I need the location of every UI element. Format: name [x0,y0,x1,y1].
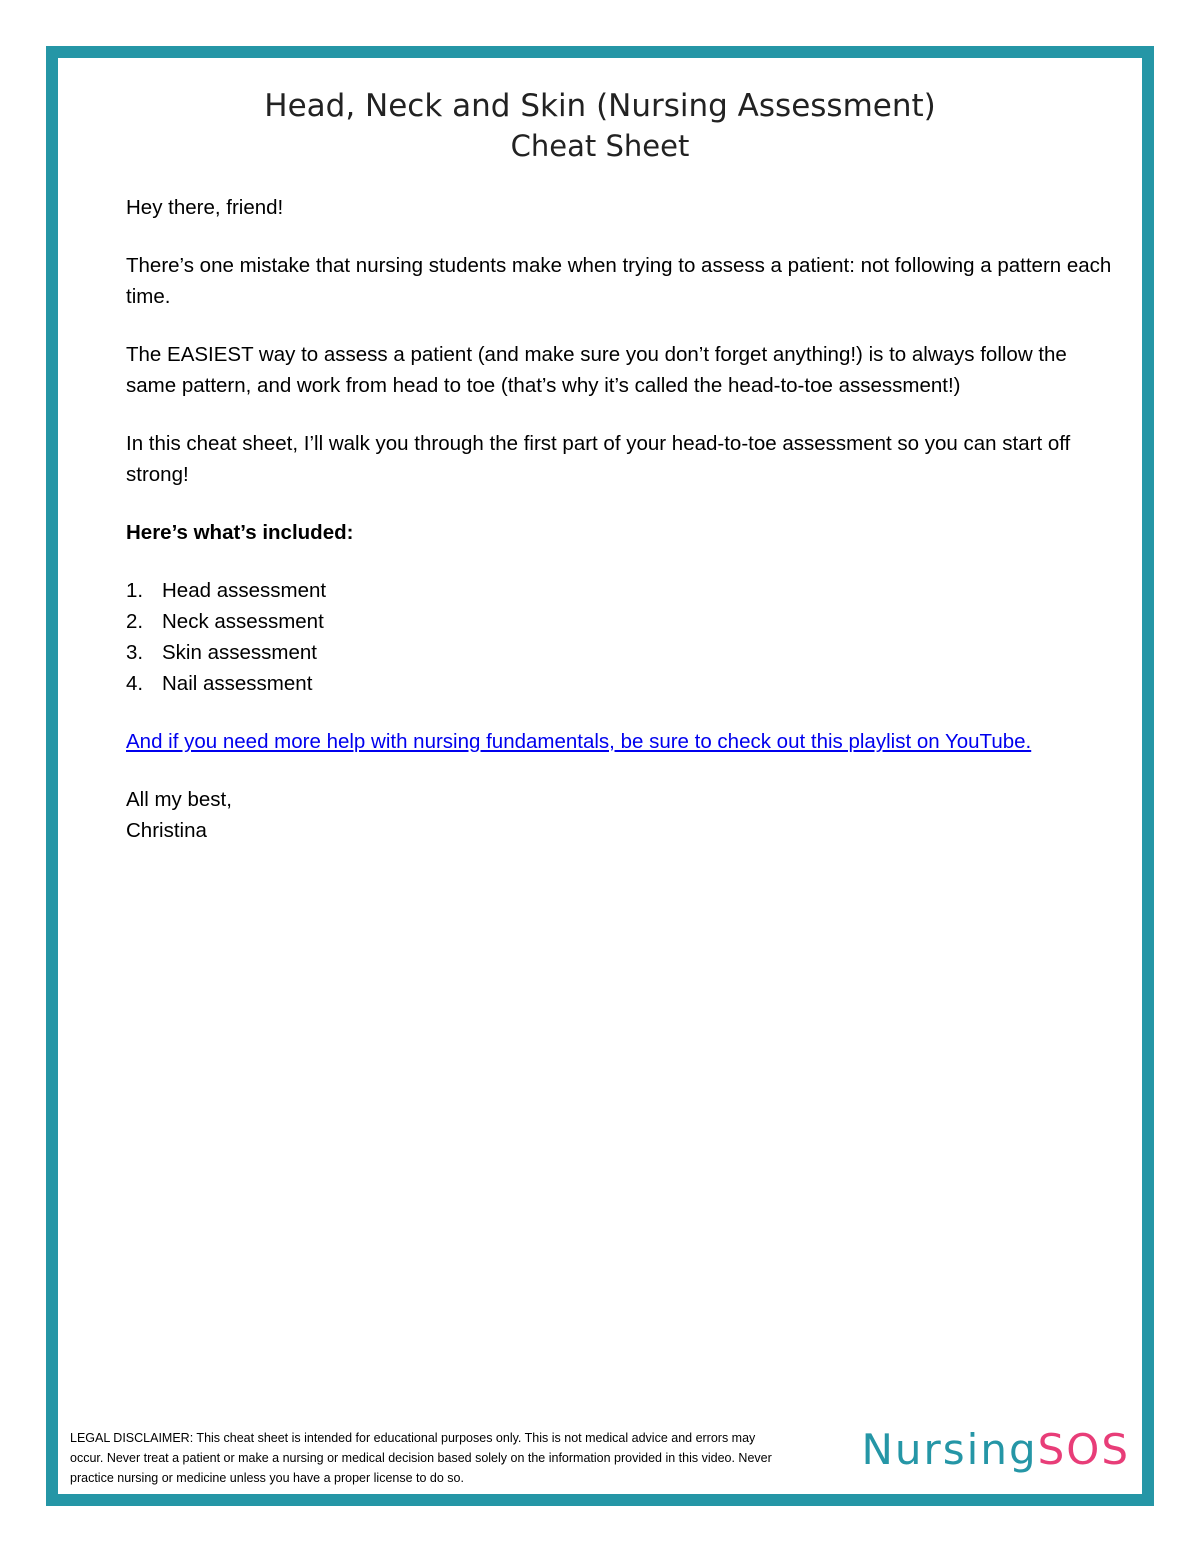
list-item-number: 2. [126,610,144,633]
page-title [58,86,1142,166]
letter-body [126,192,1116,873]
legal-disclaimer: LEGAL DISCLAIMER: This cheat sheet is intended for educational purposes only. This is not medical advice and errors may occur. Never treat a patient or make a nursing or medical decision based solely on the information provided in this video. Never practice nursing or medicine unless you have a proper license to do so. [70,1431,772,1485]
list-item [126,637,1116,668]
signoff-block [126,784,1116,846]
youtube-playlist-link[interactable]: And if you need more help with nursing fundamentals, be sure to check out this playlist on YouTube. [126,730,1032,753]
list-item [126,575,1116,606]
list-item-number: 4. [126,672,144,695]
logo-text-sos: SOS [1037,1425,1130,1474]
nursingsos-logo [861,1425,1130,1475]
logo-text-nursing: Nursing [861,1425,1038,1474]
list-item-label: Head assessment [162,579,327,602]
paragraph-easiest-way: The EASIEST way to assess a patient (and make sure you don’t forget anything!) is to always follow the same pattern, and work from head to toe (that’s why it’s called the head-to-toe assessment!) [126,343,1067,397]
included-heading: Here’s what’s included: [126,521,354,544]
list-item-label: Neck assessment [162,610,324,633]
signature: Christina [126,819,207,842]
signoff-text: All my best, [126,788,232,811]
page-frame [46,46,1154,1506]
list-item [126,606,1116,637]
paragraph-cheat-sheet-intro: In this cheat sheet, I’ll walk you through the first part of your head-to-toe assessment so you can start off strong! [126,432,1071,486]
title-main: Head, Neck and Skin (Nursing Assessment) [264,88,936,124]
list-item [126,668,1116,699]
paragraph-mistake: There’s one mistake that nursing students make when trying to assess a patient: not following a pattern each time. [126,254,1112,308]
title-subtitle: Cheat Sheet [510,129,690,163]
list-item-label: Skin assessment [162,641,317,664]
list-item-label: Nail assessment [162,672,313,695]
greeting: Hey there, friend! [126,196,284,219]
list-item-number: 1. [126,579,144,602]
list-item-number: 3. [126,641,144,664]
included-list [126,575,1116,699]
